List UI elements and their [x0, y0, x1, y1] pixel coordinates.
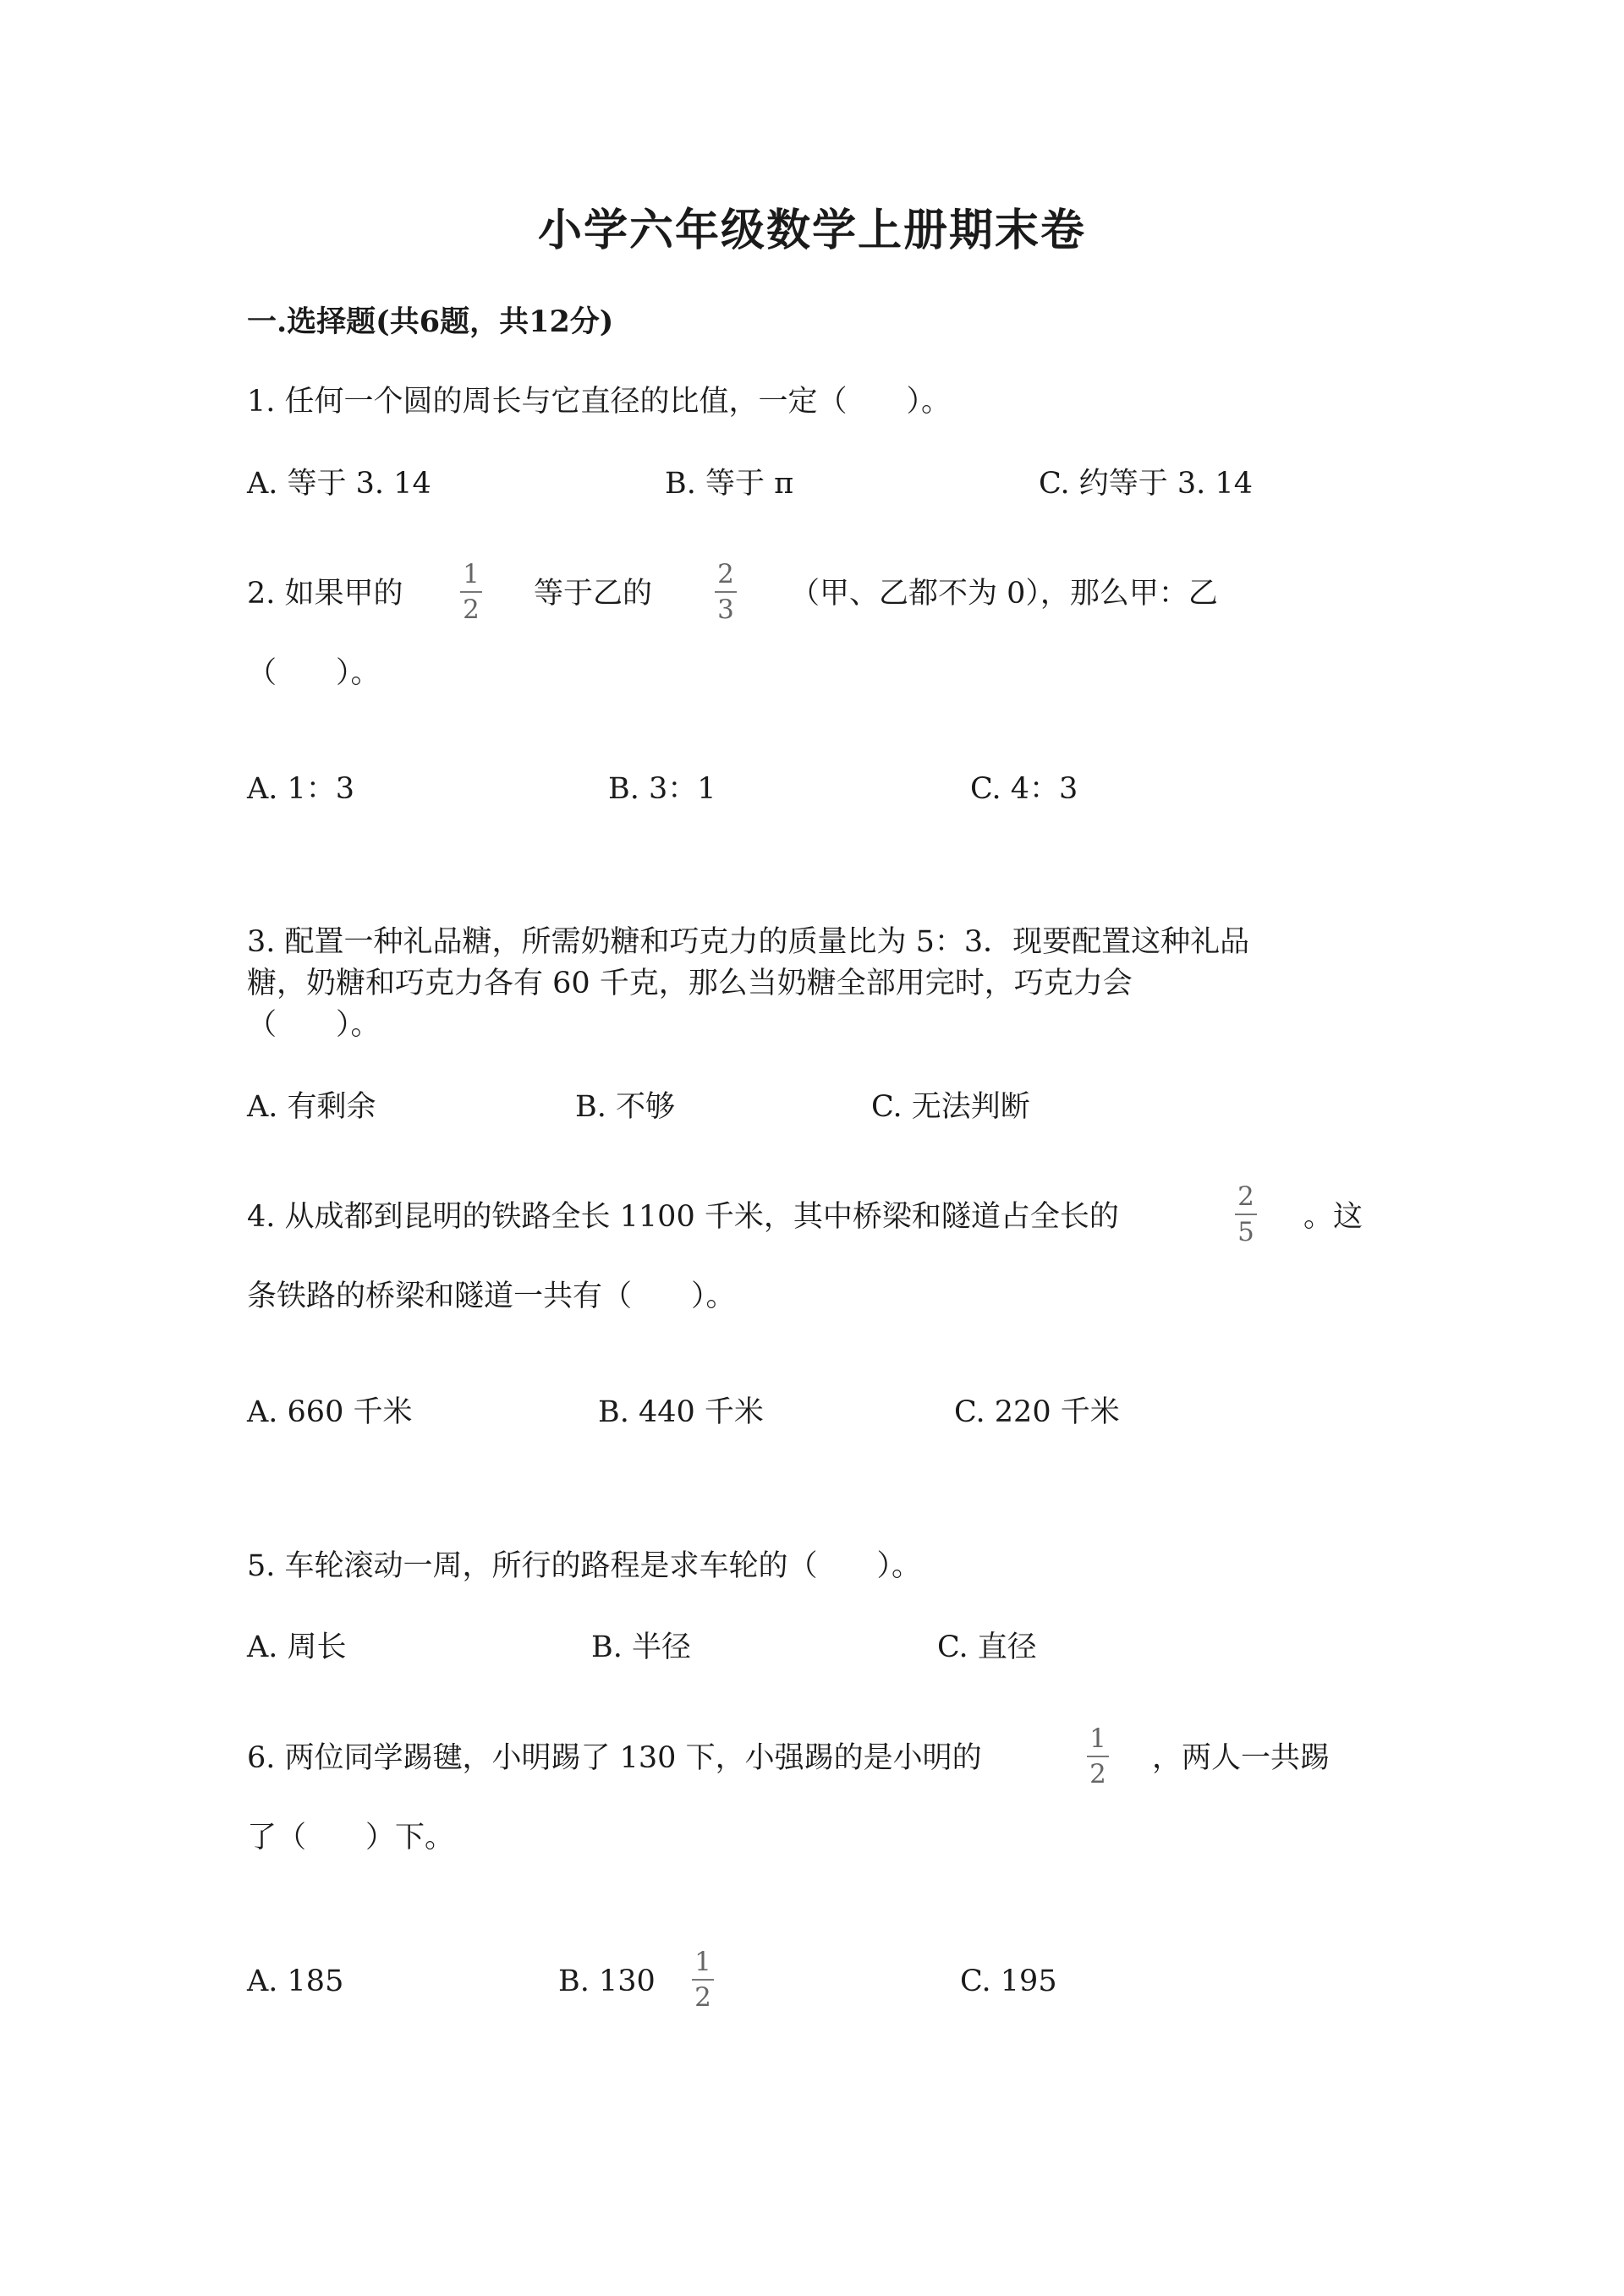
- question-2-option-b[interactable]: B. 3：1: [608, 772, 716, 806]
- question-4-suffix: 。这: [1303, 1200, 1363, 1234]
- question-6-option-c[interactable]: C. 195: [960, 1964, 1057, 1998]
- fraction-bar: [1087, 1756, 1109, 1757]
- question-1-text: 1. 任何一个圆的周长与它直径的比值，一定（ ）。: [247, 385, 952, 419]
- question-6-fraction: [1081, 1724, 1115, 1789]
- question-4-option-a[interactable]: A. 660 千米: [247, 1395, 413, 1429]
- fraction-denominator: 2: [694, 1982, 711, 2013]
- question-2-prefix: 2. 如果甲的: [247, 577, 403, 611]
- question-2-line-2: （ ）。: [247, 656, 381, 690]
- question-3-line-1: 3. 配置一种礼品糖，所需奶糖和巧克力的质量比为 5：3．现要配置这种礼品: [247, 925, 1250, 959]
- fraction-bar: [1235, 1214, 1257, 1215]
- question-6-option-a[interactable]: A. 185: [247, 1964, 344, 1998]
- question-1-option-c[interactable]: C. 约等于 3. 14: [1039, 467, 1253, 501]
- fraction-numerator: 1: [1089, 1723, 1106, 1754]
- fraction-numerator: 2: [717, 559, 734, 589]
- question-5-option-a[interactable]: A. 周长: [247, 1630, 347, 1664]
- question-2-option-c[interactable]: C. 4：3: [970, 772, 1078, 806]
- question-4-option-b[interactable]: B. 440 千米: [598, 1395, 764, 1429]
- question-3-line-3: （ ）。: [247, 1008, 381, 1042]
- question-3-line-2: 糖，奶糖和巧克力各有 60 千克，那么当奶糖全部用完时，巧克力会: [247, 967, 1133, 1000]
- question-2-suffix: （甲、乙都不为 0），那么甲：乙: [790, 577, 1218, 611]
- fraction-bar: [715, 591, 737, 593]
- question-6-prefix: 6. 两位同学踢毽，小明踢了 130 下，小强踢的是小明的: [247, 1741, 982, 1775]
- question-3-option-c[interactable]: C. 无法判断: [871, 1090, 1030, 1124]
- question-4-prefix: 4. 从成都到昆明的铁路全长 1100 千米，其中桥梁和隧道占全长的: [247, 1200, 1119, 1234]
- fraction-denominator: 2: [463, 595, 480, 625]
- question-1-option-a[interactable]: A. 等于 3. 14: [247, 467, 431, 501]
- question-6-option-b[interactable]: B. 130: [558, 1964, 656, 1998]
- question-5-option-c[interactable]: C. 直径: [937, 1630, 1037, 1664]
- question-5-text: 5. 车轮滚动一周，所行的路程是求车轮的（ ）。: [247, 1549, 922, 1583]
- question-3-option-a[interactable]: A. 有剩余: [247, 1090, 376, 1124]
- fraction-numerator: 1: [694, 1947, 711, 1977]
- question-5-option-b[interactable]: B. 半径: [591, 1630, 691, 1664]
- fraction-numerator: 2: [1237, 1181, 1254, 1212]
- fraction-denominator: 2: [1089, 1759, 1106, 1789]
- question-1-option-b[interactable]: B. 等于 π: [665, 467, 794, 501]
- fraction-bar: [460, 591, 482, 593]
- page-title: 小学六年级数学上册期末卷: [537, 205, 1086, 256]
- question-4-option-c[interactable]: C. 220 千米: [954, 1395, 1120, 1429]
- section-heading: 一.选择题(共6题，共12分): [247, 304, 614, 339]
- question-3-option-b[interactable]: B. 不够: [575, 1090, 675, 1124]
- question-4-line-2: 条铁路的桥梁和隧道一共有（ ）。: [247, 1280, 736, 1313]
- fraction-bar: [692, 1979, 714, 1981]
- question-6-option-b-fraction: [686, 1948, 720, 2012]
- question-2-middle: 等于乙的: [534, 577, 653, 611]
- question-2-fraction-1: [454, 560, 488, 624]
- fraction-numerator: 1: [463, 559, 480, 589]
- question-2-fraction-2: [709, 560, 743, 624]
- question-6-suffix: ，两人一共踢: [1152, 1741, 1330, 1775]
- question-4-fraction: [1229, 1182, 1263, 1247]
- question-6-line-2: 了（ ）下。: [247, 1821, 455, 1855]
- fraction-denominator: 3: [717, 595, 734, 625]
- question-2-option-a[interactable]: A. 1：3: [247, 772, 355, 806]
- fraction-denominator: 5: [1237, 1217, 1254, 1247]
